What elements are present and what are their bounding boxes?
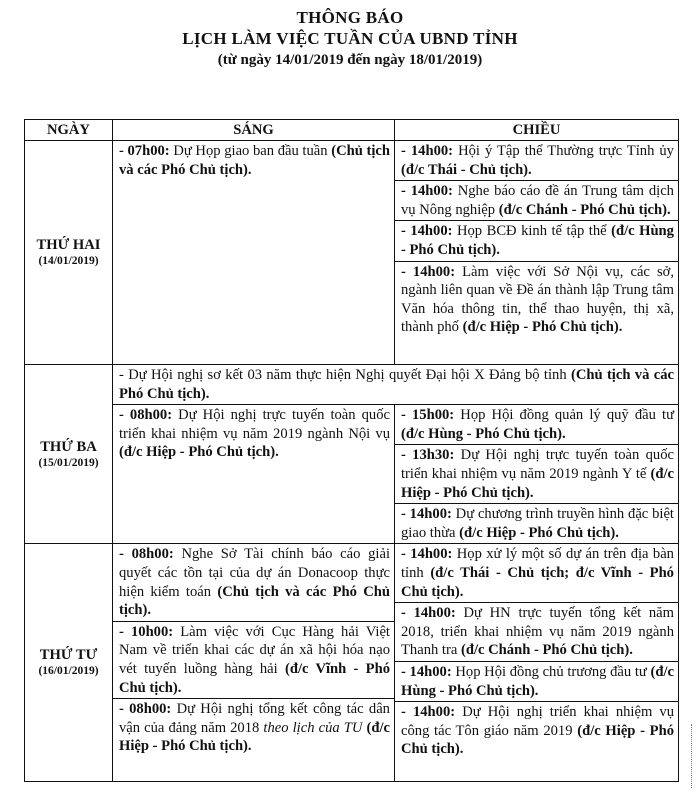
afternoon-cell-tuesday	[395, 405, 679, 544]
table-row-tuesday	[25, 405, 679, 544]
list-item: - 08h00: Dự Hội nghị tổng kết công tác dân vận của đảng năm 2018 theo lịch của TU (đ/c Hiệp - Phó Chủ tịch).	[113, 698, 394, 757]
schedule-title: LỊCH LÀM VIỆC TUẦN CỦA UBND TỈNH	[182, 29, 518, 48]
list-item: - 10h00: Làm việc với Cục Hàng hải Việt Nam về triển khai các dự án xã hội hóa nạo vét tuyến luồng hàng hải (đ/c Vĩnh - Phó Chủ tịch).	[113, 621, 394, 698]
list-item: - 14h00: Hội ý Tập thể Thường trực Tỉnh ủy (đ/c Thái - Chủ tịch).	[401, 143, 674, 178]
day-cell-monday	[25, 141, 113, 365]
list-item: - 07h00: Dự Họp giao ban đầu tuần (Chủ tịch và các Phó Chủ tịch).	[119, 143, 390, 178]
list-item: - 15h00: Họp Hội đồng quản lý quỹ đầu tư (đ/c Hùng - Phó Chủ tịch).	[401, 407, 674, 442]
morning-cell-wednesday	[113, 544, 395, 782]
list-item: - 14h00: Dự HN trực tuyến tổng kết năm 2018, triển khai nhiệm vụ năm 2019 ngành Thanh tra (đ/c Chánh - Phó Chủ tịch).	[395, 602, 678, 661]
list-item: - 14h00: Làm việc với Sở Nội vụ, các sở, ngành liên quan về Đề án thành lập Trung tâm Văn hóa thông tin, thể thao huyện, thị xã, thành phố (đ/c Hiệp - Phó Chủ tịch).	[395, 261, 678, 338]
full-day-cell-tuesday	[113, 365, 679, 405]
day-date: (14/01/2019)	[38, 255, 99, 267]
day-name: THỨ TƯ	[39, 647, 98, 664]
list-item: - 08h00: Nghe Sở Tài chính báo cáo giải quyết các tồn tại của dự án Donacoop thực hiện kiểm toán (Chủ tịch và các Phó Chủ tịch).	[119, 546, 390, 619]
list-item: - 13h30: Dự Hội nghị trực tuyến toàn quốc triển khai nhiệm vụ năm 2019 ngành Y tế (đ/c Hiệp - Phó Chủ tịch).	[395, 444, 678, 503]
list-item: - 14h00: Họp BCĐ kinh tế tập thể (đ/c Hùng - Phó Chủ tịch).	[395, 220, 678, 260]
day-cell-tuesday	[25, 365, 113, 544]
afternoon-cell-monday	[395, 141, 679, 365]
table-row-monday	[25, 141, 679, 365]
list-item: - Dự Hội nghị sơ kết 03 năm thực hiện Nghị quyết Đại hội X Đảng bộ tỉnh (Chủ tịch và các Phó Chủ tịch).	[119, 367, 674, 402]
list-item: - 14h00: Nghe báo cáo đề án Trung tâm dịch vụ Nông nghiệp (đ/c Chánh - Phó Chủ tịch).	[395, 180, 678, 220]
list-item: - 08h00: Dự Hội nghị trực tuyến toàn quốc triển khai nhiệm vụ năm 2019 ngành Nội vụ (đ/c Hiệp - Phó Chủ tịch).	[119, 407, 390, 461]
morning-cell-monday	[113, 141, 395, 365]
day-date: (15/01/2019)	[38, 456, 99, 469]
column-header-afternoon: CHIỀU	[395, 120, 679, 141]
table-header-row	[25, 120, 679, 141]
column-header-morning: SÁNG	[113, 120, 395, 141]
list-item: - 14h00: Họp xử lý một số dự án trên địa bàn tỉnh (đ/c Thái - Chủ tịch; đ/c Vĩnh - Phó Chủ tịch).	[401, 546, 674, 600]
list-item: - 14h00: Dự Hội nghị triển khai nhiệm vụ công tác Tôn giáo năm 2019 (đ/c Hiệp - Phó Chủ tịch).	[395, 701, 678, 760]
column-header-day: NGÀY	[25, 120, 113, 141]
day-name: THỨ HAI	[36, 237, 101, 253]
table-row-tuesday-full	[25, 365, 679, 405]
notice-title: THÔNG BÁO	[296, 8, 404, 27]
morning-cell-tuesday	[113, 405, 395, 544]
day-date: (16/01/2019)	[38, 665, 99, 678]
list-item: - 14h00: Họp Hội đồng chủ trương đầu tư (đ/c Hùng - Phó Chủ tịch).	[395, 661, 678, 701]
day-cell-wednesday	[25, 544, 113, 782]
date-range: (từ ngày 14/01/2019 đến ngày 18/01/2019)	[217, 52, 483, 68]
afternoon-cell-wednesday	[395, 544, 679, 782]
table-row-wednesday	[25, 544, 679, 782]
schedule-table	[24, 119, 679, 782]
scan-margin-mark	[691, 724, 698, 788]
list-item: - 14h00: Dự chương trình truyền hình đặc biệt giao thừa (đ/c Hiệp - Phó Chủ tịch).	[395, 503, 678, 543]
day-name: THỨ BA	[40, 438, 97, 455]
